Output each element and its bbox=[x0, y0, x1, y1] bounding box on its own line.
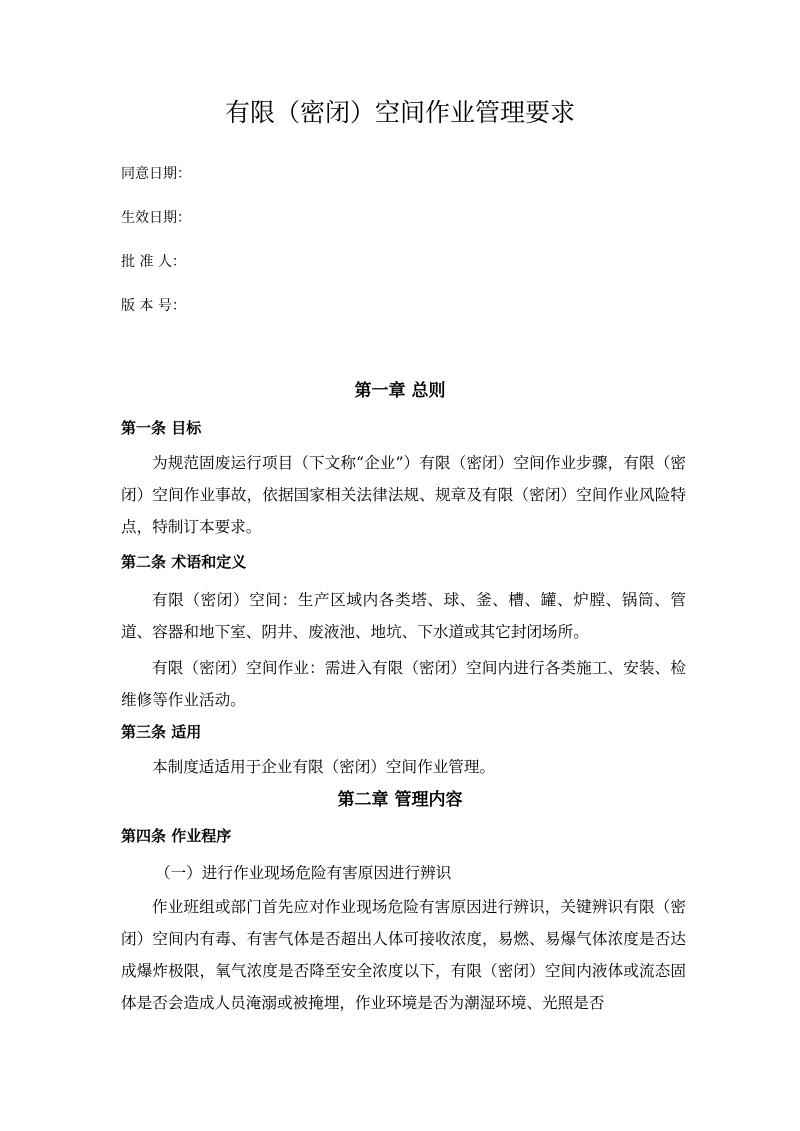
version-label: 版 本 号： bbox=[121, 298, 186, 314]
article-3-text: 本制度适适用于企业有限（密闭）空间作业管理。 bbox=[152, 758, 496, 776]
article-4-subheading-1: （一）进行作业现场危险有害原因进行辨识 bbox=[155, 864, 452, 882]
article-2-definition-2: 有限（密闭）空间作业：需进入有限（密闭）空间内进行各类施工、安装、检维修等作业活动。 bbox=[121, 659, 686, 709]
document-title: 有限（密闭）空间作业管理要求 bbox=[224, 98, 575, 127]
article-4-heading: 第四条 作业程序 bbox=[121, 827, 232, 845]
article-3-heading: 第三条 适用 bbox=[121, 723, 202, 741]
chapter-2-heading: 第二章 管理内容 bbox=[337, 790, 463, 810]
article-1-text: 为规范固废运行项目（下文称“企业”）有限（密闭）空间作业步骤，有限（密闭）空间作业事故，依据国家相关法律法规、规章及有限（密闭）空间作业风险特点，特制订本要求。 bbox=[121, 454, 686, 536]
approve-date-label: 同意日期： bbox=[121, 166, 191, 182]
article-2-heading: 第二条 术语和定义 bbox=[121, 553, 247, 571]
chapter-1-heading: 第一章 总则 bbox=[354, 381, 446, 401]
approver-label: 批 准 人： bbox=[121, 254, 186, 270]
article-2-definition-1: 有限（密闭）空间：生产区域内各类塔、球、釜、槽、罐、炉膛、锅筒、管道、容器和地下室、阴井、废液池、地坑、下水道或其它封闭场所。 bbox=[121, 591, 686, 641]
article-4-text: 作业班组或部门首先应对作业现场危险有害原因进行辨识，关键辨识有限（密闭）空间内有毒、有害气体是否超出人体可接收浓度，易燃、易爆气体浓度是否达成爆炸极限，氧气浓度是否降至安全浓度以下，有限（密闭）空间内液体或流态固体是否会造成人员淹溺或被掩埋，作业环境是否为潮湿环境、光照是否 bbox=[121, 898, 686, 1012]
effective-date-label: 生效日期： bbox=[121, 210, 191, 226]
article-1-heading: 第一条 目标 bbox=[121, 419, 202, 437]
